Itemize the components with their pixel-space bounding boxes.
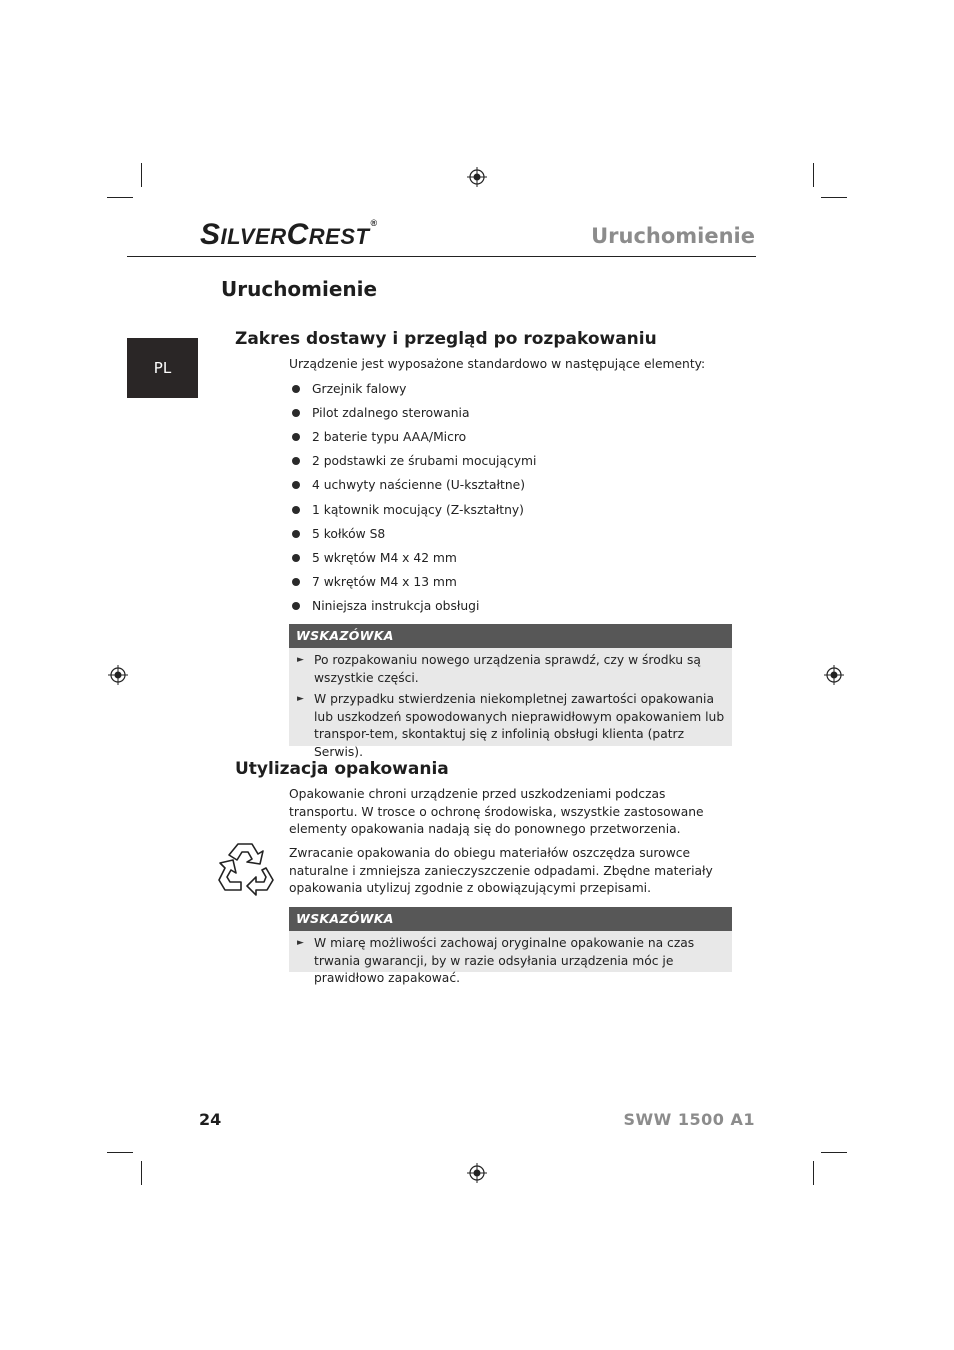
model-number: SWW 1500 A1 [623, 1110, 755, 1129]
bullet-dot-icon [292, 385, 300, 393]
crop-mark [813, 163, 814, 187]
list-item-text: 7 wkrętów M4 x 13 mm [312, 574, 457, 589]
list-item [292, 377, 536, 401]
logo-crest-rest: REST [308, 224, 370, 249]
crosshair-icon [467, 167, 487, 187]
bullet-dot-icon [292, 433, 300, 441]
crop-mark [141, 1161, 142, 1185]
list-item [292, 546, 536, 570]
list-item-text: Niniejsza instrukcja obsługi [312, 598, 480, 613]
list-item [292, 497, 536, 521]
arrow-right-icon: ► [297, 938, 304, 948]
bullet-dot-icon [292, 481, 300, 489]
header-divider [127, 256, 756, 257]
list-item-text: 2 podstawki ze śrubami mocującymi [312, 454, 537, 469]
logo-initial-s: S [200, 218, 221, 251]
crosshair-icon [108, 665, 128, 685]
list-item-text: 1 kątownik mocujący (Z-kształtny) [312, 502, 524, 517]
list-item [292, 449, 536, 473]
list-item [292, 522, 536, 546]
language-tab-label: PL [153, 359, 172, 377]
bullet-dot-icon [292, 506, 300, 514]
arrow-right-icon: ► [297, 694, 304, 704]
bullet-dot-icon [292, 530, 300, 538]
crop-mark [821, 1152, 847, 1153]
list-item [292, 594, 536, 618]
crosshair-icon [824, 665, 844, 685]
list-item-text: 2 baterie typu AAA/Micro [312, 430, 467, 445]
note-title: WSKAZÓWKA [289, 907, 732, 931]
crop-mark [813, 1161, 814, 1185]
page-number: 24 [199, 1110, 222, 1129]
bullet-dot-icon [292, 409, 300, 417]
note-item-text: Po rozpakowaniu nowego urządzenia sprawdź, czy w środku są wszystkie części. [314, 653, 701, 685]
disposal-heading: Utylizacja opakowania [235, 759, 449, 779]
crop-mark [107, 197, 133, 198]
brand-logo [200, 218, 378, 252]
bullet-dot-icon [292, 578, 300, 586]
list-item [292, 401, 536, 425]
note-item-text: W miarę możliwości zachowaj oryginalne opakowanie na czas trwania gwarancji, by w razie odsyłania urządzenia móc je prawidłowo zapakować. [314, 936, 695, 985]
note-box [289, 907, 732, 985]
logo-silver-rest: ILVER [220, 224, 287, 249]
note-box [289, 624, 732, 759]
list-item-text: 4 uchwyty naścienne (U-kształtne) [312, 478, 526, 493]
list-item-text: Pilot zdalnego sterowania [312, 406, 470, 421]
arrow-right-icon: ► [297, 655, 304, 665]
logo-initial-c: C [286, 218, 309, 251]
disposal-paragraph: Zwracanie opakowania do obiegu materiałów oszczędza surowce naturalne i zmniejsza zanieczyszczenie odpadami. Zbędne materiały opakowania utylizuj zgodnie z obowiązującymi przepisami. [289, 846, 713, 895]
list-item-text: 5 kołków S8 [312, 526, 386, 541]
note-item [289, 935, 732, 988]
list-item [292, 570, 536, 594]
bullet-dot-icon [292, 457, 300, 465]
delivery-heading: Zakres dostawy i przegląd po rozpakowaniu [235, 329, 657, 349]
crop-mark [141, 163, 142, 187]
bullet-dot-icon [292, 554, 300, 562]
list-item [292, 473, 536, 497]
note-item [289, 652, 732, 687]
list-item-text: 5 wkrętów M4 x 42 mm [312, 550, 457, 565]
recycling-icon [216, 840, 276, 896]
crosshair-icon [467, 1163, 487, 1183]
delivery-intro: Urządzenie jest wyposażone standardowo w następujące elementy: [289, 357, 706, 371]
note-item [289, 691, 732, 761]
delivery-items-list [292, 377, 536, 618]
crop-mark [107, 1152, 133, 1153]
note-title: WSKAZÓWKA [289, 624, 732, 648]
language-tab [127, 338, 198, 398]
disposal-paragraph: Opakowanie chroni urządzenie przed uszkodzeniami podczas transportu. W trosce o ochronę środowiska, wszystkie zastosowane elementy opakowania nadają się do ponownego przetworzenia. [289, 787, 704, 836]
note-item-text: W przypadku stwierdzenia niekompletnej zawartości opakowania lub uszkodzeń spowodowanych nieprawidłowym opakowaniem lub transpor-tem, skontaktuj się z infolinią obsługi klienta (patrz Serwis). [314, 692, 725, 759]
list-item-text: Grzejnik falowy [312, 382, 407, 397]
crop-mark [821, 197, 847, 198]
header-section-title: Uruchomienie [591, 224, 755, 248]
page-title: Uruchomienie [221, 277, 378, 301]
logo-registered-mark: ® [370, 218, 378, 228]
bullet-dot-icon [292, 602, 300, 610]
list-item [292, 425, 536, 449]
